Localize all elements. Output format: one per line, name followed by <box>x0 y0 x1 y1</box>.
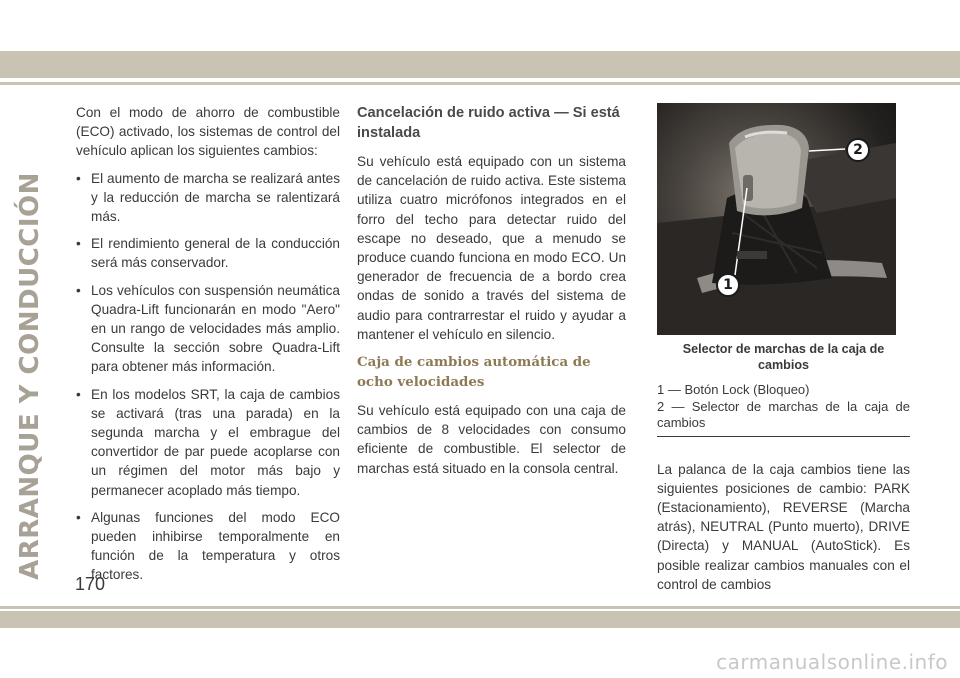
shift-positions-paragraph: La palanca de la caja cambios tiene las siguientes posiciones de cambio: PARK (Estacionamiento), REVERSE (Marcha atrás), NEUTRAL (Punto muerto), DRIVE (Directa) y MANUAL (AutoStick). Es posible realizar cambios manuales con el control de cambios <box>657 461 910 592</box>
column-left <box>76 103 340 593</box>
list-item: • El rendimiento general de la conducción será más conservador. <box>76 234 340 272</box>
list-item: • El aumento de marcha se realizará antes y la reducción de marcha se ralentizará más. <box>76 169 340 227</box>
heading-noise-cancel: Cancelación de ruido activa — Si está instalada <box>357 105 620 141</box>
callout-1: 1 <box>716 273 740 297</box>
callout-2: 2 <box>846 138 870 162</box>
section-side-tab <box>10 172 50 580</box>
footer-rule <box>0 606 960 609</box>
noise-cancel-paragraph: Su vehículo está equipado con un sistema de cancelación de ruido activa. Este sistema utiliza cuatro micrófonos integrados en el forro del techo para detectar ruido del escape no deseado, que a menudo se produce cuando funciona en modo ECO. Un generador de frecuencia de a bordo crea ondas de sonido a través del sistema de audio para contrarrestar el ruido y ayudar a mantener el vehículo en silencio. <box>357 154 626 342</box>
legend-item-2: 2 — Selector de marchas de la caja de cambios <box>657 398 910 430</box>
footer-band <box>0 611 960 628</box>
column-middle <box>357 103 626 486</box>
eco-intro: Con el modo de ahorro de combustible (ECO) activado, los sistemas de control del vehículo aplican los siguientes cambios: <box>76 105 340 159</box>
section-side-tab-label: ARRANQUE Y CONDUCCIÓN <box>15 172 45 580</box>
header-band <box>0 51 960 78</box>
gear-selector-photo <box>657 103 896 335</box>
legend-item-1: 1 — Botón Lock (Bloqueo) <box>657 382 810 397</box>
page-number: 170 <box>75 574 106 594</box>
list-item: • Algunas funciones del modo ECO pueden inhibirse temporalmente en función de la temperatura y otros factores. <box>76 508 340 585</box>
figure-rule <box>657 436 910 437</box>
eco-changes-list <box>76 169 340 585</box>
transmission-paragraph: Su vehículo está equipado con una caja de cambios de 8 velocidades con consumo eficiente de combustible. El selector de marchas está situado en la consola central. <box>357 403 626 476</box>
heading-transmission: Caja de cambios automática de ocho velocidades <box>357 354 591 391</box>
watermark: carmanualsonline.info <box>716 650 948 674</box>
header-rule <box>0 82 960 85</box>
list-item: • Los vehículos con suspensión neumática Quadra-Lift funcionarán en modo "Aero" en un rango de velocidades más amplio. Consulte la sección sobre Quadra-Lift para obtener más información. <box>76 281 340 377</box>
list-item: • En los modelos SRT, la caja de cambios se activará (tras una parada) en la segunda marcha y el embrague del convertidor de par puede acoplarse con un régimen del motor más bajo y permanecer acoplado más tiempo. <box>76 385 340 500</box>
figure-caption: Selector de marchas de la caja de cambios <box>682 342 885 372</box>
column-right <box>657 103 910 602</box>
